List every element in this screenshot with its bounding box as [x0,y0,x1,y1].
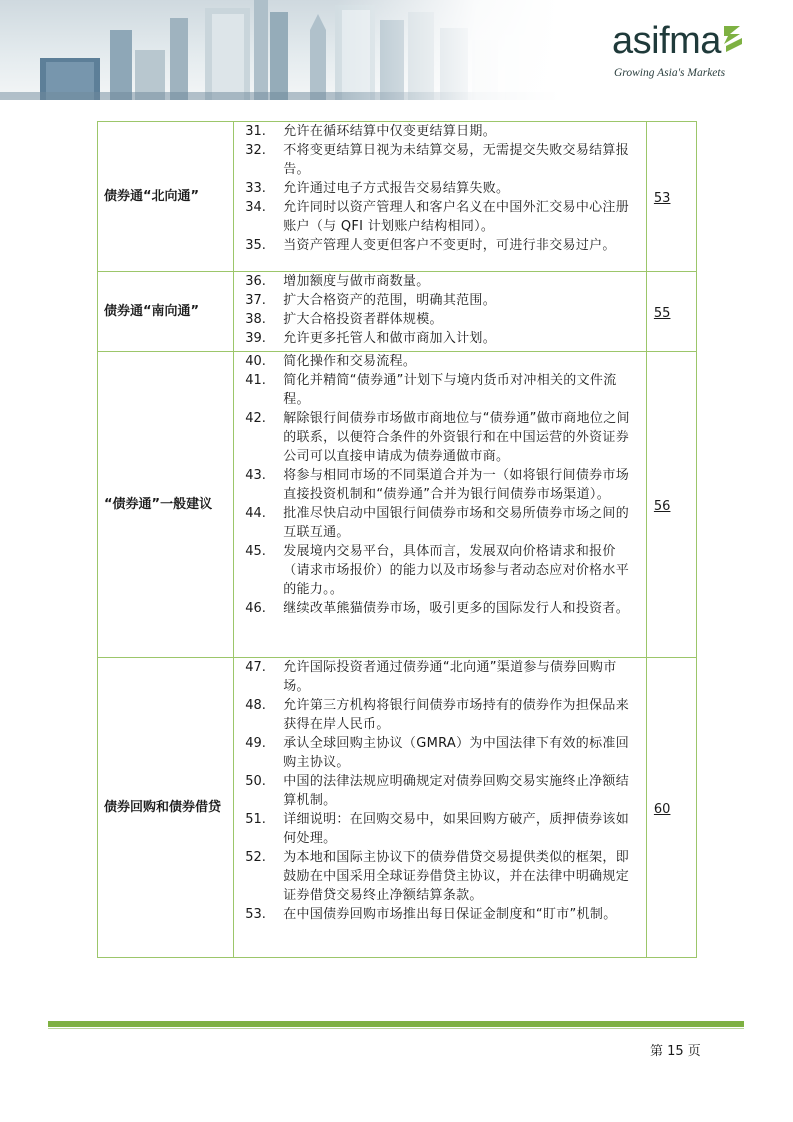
page-reference-cell [646,122,696,272]
recommendations-cell [234,272,647,352]
recommendation-number: 39. [245,331,266,346]
recommendation-number: 45. [245,544,266,559]
list-item [242,272,640,291]
recommendation-number: 47. [245,660,266,675]
recommendation-text: 为本地和国际主协议下的债券借贷交易提供类似的框架，即鼓励在中国采用全球证券借贷主协议，并在法律中明确规定证券借贷交易终止净额结算条款。 [283,850,630,903]
recommendation-text: 解除银行间债券市场做市商地位与“债券通”做市商地位之间的联系，以便符合条件的外资银行和在中国运营的外资证券公司可以直接申请成为债券通做市商。 [283,411,630,464]
list-item [242,291,640,310]
list-item [242,409,640,466]
recommendations-cell [234,122,647,272]
list-item [242,371,640,409]
table-row [98,352,697,658]
recommendation-text: 允许更多托管人和做市商加入计划。 [283,331,497,346]
topic-cell: 债券通“北向通” [98,122,234,272]
table-row [98,658,697,958]
recommendation-number: 48. [245,698,266,713]
page-reference-cell [646,272,696,352]
list-item [242,329,640,348]
recommendation-number: 31. [245,124,266,139]
recommendation-text: 简化操作和交易流程。 [283,354,417,369]
list-item [242,658,640,696]
recommendation-number: 41. [245,373,266,388]
recommendation-text: 当资产管理人变更但客户不变更时，可进行非交易过户。 [283,238,616,253]
recommendation-number: 34. [245,200,266,215]
recommendation-text: 批准尽快启动中国银行间债券市场和交易所债券市场之间的互联互通。 [283,506,630,540]
recommendation-text: 详细说明：在回购交易中，如果回购方破产，质押债券该如何处理。 [283,812,630,846]
recommendation-text: 扩大合格资产的范围，明确其范围。 [283,293,497,308]
list-item [242,179,640,198]
recommendation-number: 52. [245,850,266,865]
list-item [242,734,640,772]
recommendation-text: 允许在循环结算中仅变更结算日期。 [283,124,497,139]
list-item [242,122,640,141]
list-item [242,905,640,924]
recommendation-text: 扩大合格投资者群体规模。 [283,312,443,327]
recommendation-text: 增加额度与做市商数量。 [283,274,430,289]
recommendations-cell [234,352,647,658]
recommendation-number: 51. [245,812,266,827]
topic-cell: 债券通“南向通” [98,272,234,352]
list-item [242,352,640,371]
recommendation-number: 38. [245,312,266,327]
recommendation-number: 43. [245,468,266,483]
logo-chevron-icon [724,24,744,52]
list-item [242,504,640,542]
page-reference-link[interactable]: 60 [653,802,671,817]
recommendation-number: 33. [245,181,266,196]
table-row [98,272,697,352]
list-item [242,696,640,734]
list-item [242,772,640,810]
page-reference-link[interactable]: 56 [653,499,671,514]
recommendations-cell [234,658,647,958]
header-skyline-banner [0,0,560,100]
list-item [242,141,640,179]
recommendation-text: 允许国际投资者通过债券通“北向通”渠道参与债券回购市场。 [283,660,617,694]
list-item [242,599,640,618]
recommendation-number: 44. [245,506,266,521]
recommendation-number: 32. [245,143,266,158]
recommendation-text: 将参与相同市场的不同渠道合并为一（如将银行间债券市场直接投资机制和“债券通”合并为银行间债券市场渠道）。 [283,468,630,502]
list-item [242,542,640,599]
recommendation-number: 49. [245,736,266,751]
recommendation-number: 35. [245,238,266,253]
recommendation-text: 继续改革熊猫债券市场，吸引更多的国际发行人和投资者。 [283,601,630,616]
topic-cell: “债券通”一般建议 [98,352,234,658]
footer-divider [48,1021,744,1027]
recommendation-text: 不将变更结算日视为未结算交易，无需提交失败交易结算报告。 [283,143,630,177]
topic-cell: 债券回购和债券借贷 [98,658,234,958]
footer-divider-thin [48,1028,744,1029]
recommendation-text: 在中国债券回购市场推出每日保证金制度和“盯市”机制。 [283,907,617,922]
asifma-logo [612,18,752,88]
recommendation-text: 允许同时以资产管理人和客户名义在中国外汇交易中心注册账户（与 QFI 计划账户结构相同）。 [283,200,630,234]
recommendation-number: 46. [245,601,266,616]
recommendation-text: 简化并精简“债券通”计划下与境内货币对冲相关的文件流程。 [283,373,617,407]
logo-wordmark: asifma [612,20,721,62]
recommendation-text: 允许通过电子方式报告交易结算失败。 [283,181,510,196]
list-item [242,848,640,905]
recommendation-number: 40. [245,354,266,369]
list-item [242,810,640,848]
page-reference-link[interactable]: 53 [653,191,671,206]
recommendation-number: 36. [245,274,266,289]
list-item [242,198,640,236]
recommendation-text: 允许第三方机构将银行间债券市场持有的债券作为担保品来获得在岸人民币。 [283,698,630,732]
list-item [242,310,640,329]
list-item [242,466,640,504]
page-reference-link[interactable]: 55 [653,306,671,321]
page-number: 第 15 页 [650,1044,701,1059]
recommendation-text: 承认全球回购主协议（GMRA）为中国法律下有效的标准回购主协议。 [283,736,630,770]
recommendation-text: 发展境内交易平台，具体而言，发展双向价格请求和报价（请求市场报价）的能力以及市场参与者动态应对价格水平的能力。。 [283,544,630,597]
recommendation-number: 37. [245,293,266,308]
page-reference-cell [646,658,696,958]
page-reference-cell [646,352,696,658]
recommendations-table [97,121,697,958]
logo-tagline: Growing Asia's Markets [614,67,726,79]
recommendation-text: 中国的法律法规应明确规定对债券回购交易实施终止净额结算机制。 [283,774,630,808]
list-item [242,236,640,255]
table-row [98,122,697,272]
recommendation-number: 53. [245,907,266,922]
recommendation-number: 42. [245,411,266,426]
recommendation-number: 50. [245,774,266,789]
